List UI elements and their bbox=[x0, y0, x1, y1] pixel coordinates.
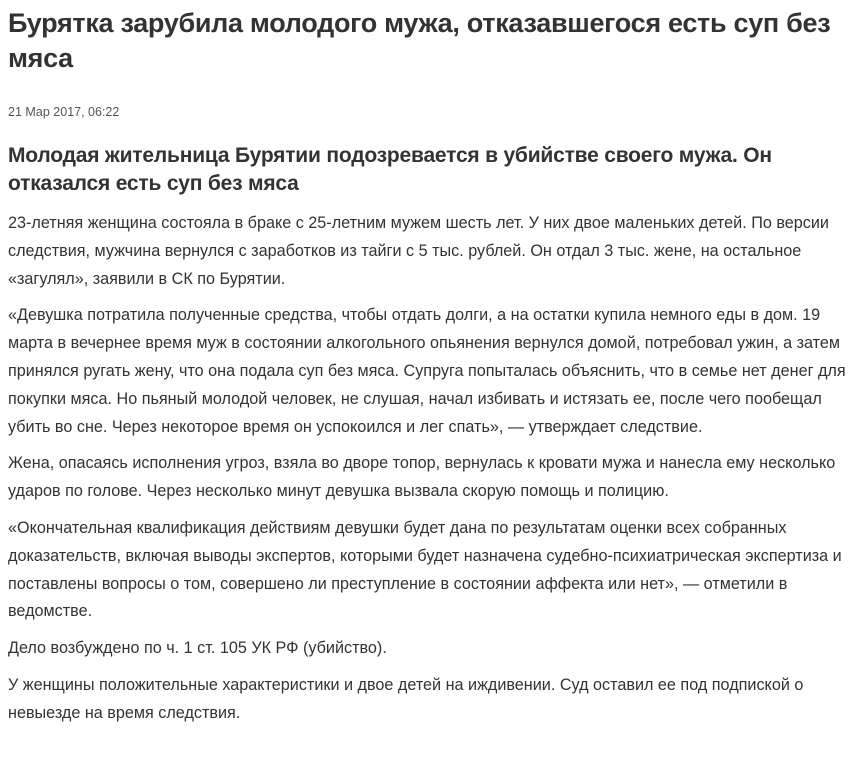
article-paragraph-3: Жена, опасаясь исполнения угроз, взяла во дворе топор, вернулась к кровати мужа и нанесла ему несколько ударов по голове. Через несколько минут девушка вызвала скорую помощь и полицию. bbox=[8, 454, 836, 501]
article-paragraph-6: У женщины положительные характеристики и двое детей на иждивении. Суд оставил ее под подпиской о невыезде на время следствия. bbox=[8, 675, 804, 722]
article-title: Бурятка зарубила молодого мужа, отказавшегося есть суп без мяса bbox=[8, 8, 831, 73]
article-lead: Молодая жительница Бурятии подозревается в убийстве своего мужа. Он отказался есть суп без мяса bbox=[8, 144, 772, 195]
article-paragraph-4: «Окончательная квалификация действиям девушки будет дана по результатам оценки всех собранных доказательств, включая выводы экспертов, которыми будет назначена судебно-психиатрическая экспертиза и поставлены вопросы о том, совершено ли преступление в состоянии аффекта или нет», — отметили в ведомстве. bbox=[8, 518, 842, 621]
article-paragraph-1: 23-летняя женщина состояла в браке с 25-летним мужем шесть лет. У них двое маленьких детей. По версии следствия, мужчина вернулся с заработков из тайги с 5 тыс. рублей. Он отдал 3 тыс. жене, на остальное «загулял», заявили в СК по Бурятии. bbox=[8, 214, 829, 288]
article-paragraph-5: Дело возбуждено по ч. 1 ст. 105 УК РФ (убийство). bbox=[8, 639, 387, 658]
article-date: 21 Мар 2017, 06:22 bbox=[8, 105, 120, 119]
article-paragraph-2: «Девушка потратила полученные средства, чтобы отдать долги, а на остатки купила немного еды в дом. 19 марта в вечернее время муж в состоянии алкогольного опьянения вернулся домой, потребовал ужин, а затем принялся ругать жену, что она подала суп без мяса. Супруга попыталась объяснить, что в семье нет денег для покупки мяса. Но пьяный молодой человек, не слушая, начал избивать и истязать ее, после чего пообещал убить во сне. Через некоторое время он успокоился и лег спать», — утверждает следствие. bbox=[8, 306, 846, 436]
